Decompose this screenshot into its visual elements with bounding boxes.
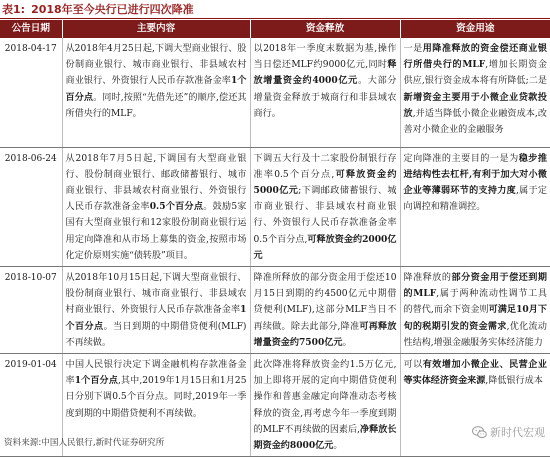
emphasis-text: 部分资金用于偿还到期的MLF (403, 271, 547, 300)
table-row (0, 38, 550, 147)
table-body (0, 38, 550, 457)
cell-date: 2018-06-24 (0, 147, 62, 266)
cell-content (62, 147, 250, 266)
body-text: 中国人民银行决定下调金融机构存款准备金率 (65, 359, 247, 387)
rrr-cut-table (0, 20, 550, 457)
body-text: 从2018年7月5日起,下调国有大型商业银行、股份制商业银行、邮政储蓄银行、城市商业银行、非县域农村商业银行、外资银行人民币存款准备金率 (65, 153, 247, 213)
body-text: 。 (333, 440, 343, 451)
table-header-row (0, 20, 550, 38)
body-text: ,优化流动性结构,增强金融服务实体经济能力 (403, 321, 547, 348)
source-note: 资料来源:中国人民银行,新时代证券研究所 (4, 438, 165, 448)
table-title-label: 表1: (2, 3, 26, 16)
wechat-icon (472, 426, 487, 439)
body-text: 降准释放的 (403, 272, 452, 283)
body-text: ,其中,2019年1月15日和1月25日分别下调0.5个百分点。同时,2019年一季度到期的中期借贷便利不再续做。 (65, 376, 247, 419)
emphasis-text: ,有利于加大对小微企业等薄弱环节的支持力度 (403, 168, 547, 196)
emphasis-text: 1个百分点 (65, 304, 247, 332)
emphasis-text: 释放增量资金约4000亿元 (253, 59, 397, 87)
body-text: 一是 (403, 44, 423, 54)
table-row (0, 266, 550, 353)
header-usage: 资金用途 (400, 20, 550, 38)
cell-release (250, 38, 400, 147)
body-text: 。当日到期的中期借贷便利(MLF)不再续做。 (65, 321, 247, 348)
cell-usage (400, 38, 550, 147)
emphasis-text: 0.5个百分点 (149, 201, 204, 213)
body-text: ;下调邮政储蓄银行、城市商业银行、非县域农村商业银行、外资银行人民币存款准备金率0.5个百分点, (253, 185, 397, 245)
cell-usage (400, 147, 550, 266)
emphasis-text: 稳步推进结构性去杠杆 (403, 152, 547, 180)
body-text: ,属于定向调控和精准调控。 (403, 185, 547, 213)
body-text: 。同时,按照“先借先还”的顺序,偿还其所借央行的MLF。 (65, 92, 247, 119)
cell-date: 2018-10-07 (0, 266, 62, 353)
cell-release (250, 353, 400, 456)
body-text: 定向降准的主要目的一是为 (403, 153, 519, 164)
body-text: 降准所释放的部分资金用于偿还10月15日到期的约4500亿元中期借贷便利(MLF),这部分MLF当日不再续做。除去此部分,降准 (253, 272, 397, 332)
emphasis-text: 可再释放增量资金约7500亿元 (253, 320, 397, 348)
table-title (2, 1, 194, 17)
cell-content (62, 266, 250, 353)
watermark-text: 新时代宏观 (490, 426, 545, 439)
cell-date: 2018-04-17 (0, 38, 62, 147)
body-text: 。大部分增量资金释放于城商行和非县域农商行。 (253, 76, 397, 119)
body-text: ,属于两种流动性调节工具的替代,而余下资金则 (403, 289, 547, 316)
cell-content (62, 38, 250, 147)
header-release: 资金释放 (250, 20, 400, 38)
body-text: 以2018年一季度末数据为基,操作当日偿还MLF约9000亿元,同时 (253, 44, 397, 71)
cell-usage (400, 266, 550, 353)
table-title-text: 2018年至今央行已进行四次降准 (31, 3, 194, 16)
cell-usage (400, 353, 550, 456)
cell-release (250, 266, 400, 353)
body-text: ,降低银行成本 (485, 376, 543, 387)
emphasis-text: 净释放长期资金约8000亿元 (253, 423, 397, 451)
emphasis-text: 1个百分点 (65, 75, 247, 103)
title-divider (0, 18, 550, 19)
body-text: 。 (342, 337, 352, 348)
cell-date: 2019-01-04 (0, 353, 62, 456)
header-content: 主要内容 (62, 20, 250, 38)
emphasis-text: 新增资金主要用于小微企业贷款投放 (403, 91, 547, 119)
header-date: 公告日期 (0, 20, 62, 38)
cell-release (250, 147, 400, 266)
emphasis-text: 可释放资金约2000亿元 (253, 233, 397, 261)
emphasis-text: 用降准释放的资金偿还商业银行所借央行的MLF (403, 43, 547, 71)
watermark (472, 424, 545, 440)
body-text: 此次降准将释放资金约1.5万亿元,加上即将开展的定向中期借贷便利操作和普惠金融定向降准动态考核释放的资金,再考虑今年一季度到期的MLF不再续做的因素后, (253, 359, 397, 435)
body-text: 。鼓励5家国有大型商业银行和12家股份制商业银行运用定向降准和从市场上募集的资金,按照市场化定价原则实施“债转股”项目。 (65, 202, 247, 261)
body-text: ,并适当降低小微企业融资成本,改善对小微企业的金融服务 (403, 108, 547, 136)
emphasis-text: 1个百分点 (74, 375, 118, 387)
emphasis-text: 可满足10月下旬的税期引发的资金需求 (403, 304, 547, 332)
table-row (0, 147, 550, 266)
body-text: 下调五大行及十二家股份制银行存准率0.5个百分点, (253, 153, 397, 180)
emphasis-text: 有效增加小微企业、民营企业等实体经济资金来源 (403, 358, 547, 387)
emphasis-text: 可释放资金约5000亿元 (253, 168, 397, 196)
body-text: 从2018年10月15日起,下调大型商业银行、股份制商业银行、城市商业银行、非县域农村商业银行、外资银行人民币存款准备金率 (65, 272, 247, 316)
body-text: ,增加长期资金供应,银行资金成本将有所降低;二是 (403, 60, 547, 87)
body-text: 从2018年4月25日起,下调大型商业银行、股份制商业银行、城市商业银行、非县域农村商业银行、外资银行人民币存款准备金率 (65, 44, 247, 87)
body-text: 可以 (403, 359, 423, 370)
